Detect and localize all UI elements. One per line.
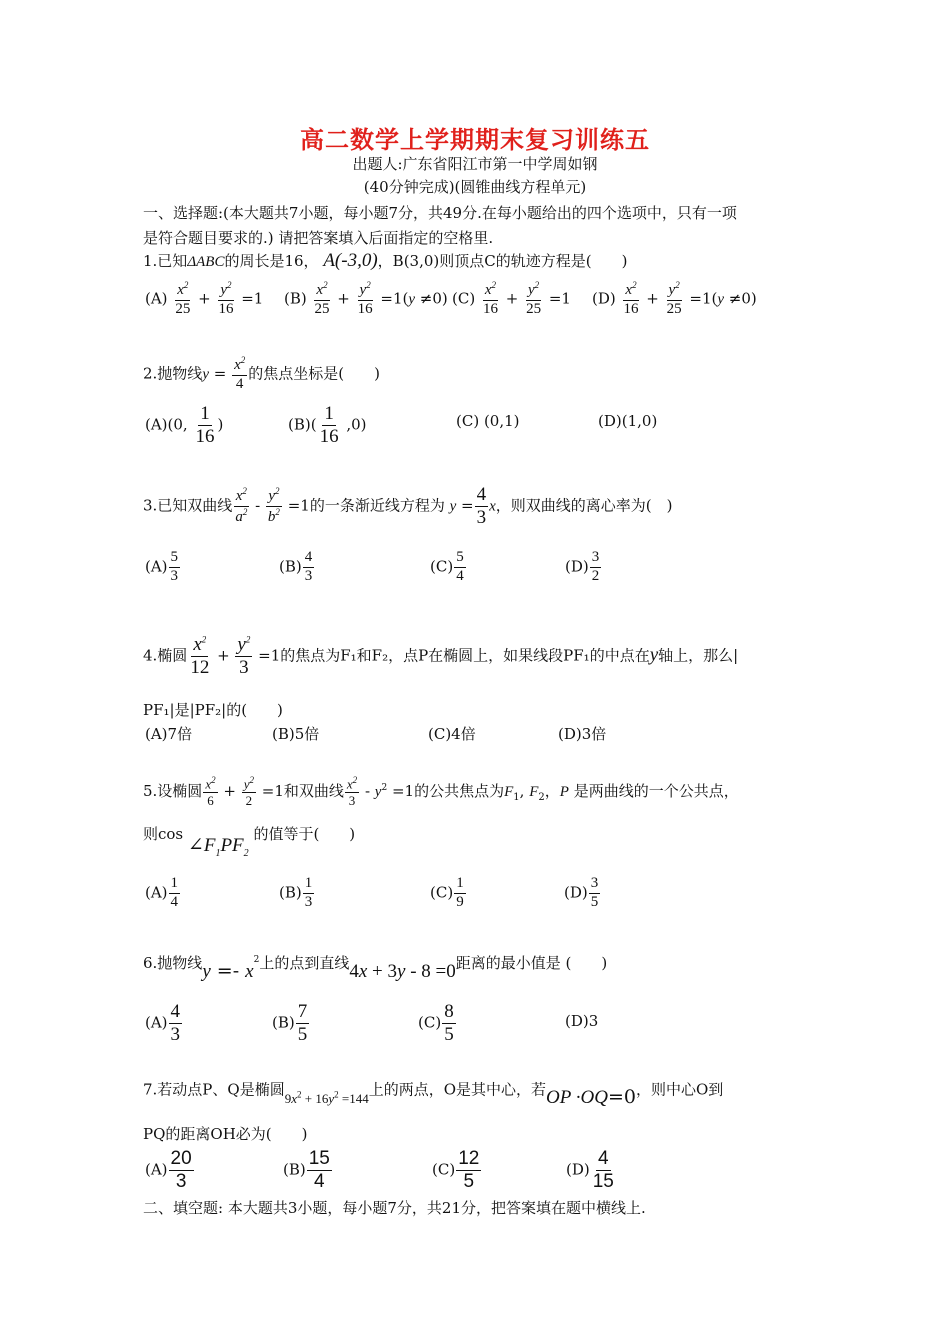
q2-option-c: (C) (0,1) [456,412,520,430]
q4-option-a: (A)7倍 [145,725,193,743]
q2-option-d: (D)(1,0) [598,412,658,430]
q7-option-c: (C) $\frac{12}{5}$ [432,1148,480,1192]
question-6: 6.抛物线$y =- x^2$上的点到直线4x + 3y - 8 =0距离的最小值是 ( ) [143,954,608,982]
question-5: 5.设椭圆 $\frac{x^2}{6}$ + $\frac{y^2}{2}$ =1和双曲线 $\frac{x^2}{3}$ - $y^2 =1$的公共焦点为$F_1$, $F_2$，P 是两曲线的一个公共点， [143,775,739,808]
q1-pre: 1.已知 [143,252,188,270]
author-line: 出题人:广东省阳江市第一中学周如钢 [352,155,598,173]
q1-option-b: (B) $\frac{x^2}{25}$ + $\frac{y^2}{16}$ =1(y ≠0) [284,280,448,317]
q7-option-d: (D) $\frac{4}{15}$ [566,1148,614,1192]
q1-mid: 的周长是16， [224,252,319,270]
q3-option-d: (D) $\frac{3}{2}$ [565,549,600,584]
subtitle-line: (40分钟完成)(圆锥曲线方程单元) [363,178,587,196]
question-7: 7.若动点P、Q是椭圆$9x^2 + 16y^2 =144$上的两点，O是其中心，若OP ·OQ=0，则中心O到 [143,1080,724,1109]
q5-option-d: (D) $\frac{3}{5}$ [564,875,599,910]
q1-post: ，B(3,0)则顶点C的轨迹方程是( ) [377,252,628,270]
q6-option-b: (B) $\frac{7}{5}$ [272,1001,308,1045]
q6-option-c: (C) $\frac{8}{5}$ [418,1001,454,1045]
q2-option-b: (B)( $\frac{1}{16}$ ,0) [288,403,367,447]
q4-line-2: PF₁|是|PF₂|的( ) [143,701,283,719]
question-2: 2.抛物线y = $\frac{x^2}{4}$ 的焦点坐标是( ) [143,355,380,392]
page-title: 高二数学上学期期末复习训练五 [300,126,650,154]
question-1 [143,251,627,272]
q7-option-a: (A) $\frac{20}{3}$ [145,1148,192,1192]
q5-line-2: 则$\cos \angle F_1PF_2$ 的值等于( ) [143,825,356,859]
q4-option-b: (B)5倍 [272,725,320,743]
q3-option-a: (A) $\frac{5}{3}$ [145,549,179,584]
q2-option-a: (A)(0, $\frac{1}{16}$ ) [145,403,224,447]
q7-option-b: (B) $\frac{15}{4}$ [283,1148,330,1192]
q3-option-b: (B) $\frac{4}{3}$ [279,549,313,584]
q1-option-c: (C) $\frac{x^2}{16}$ + $\frac{y^2}{25}$ =1 [452,280,571,317]
q4-option-d: (D)3倍 [558,725,607,743]
q5-option-c: (C) $\frac{1}{9}$ [430,875,464,910]
q6-option-d: (D)3 [565,1012,599,1030]
question-3: 3.已知双曲线 $\frac{x^2}{a^2}$ - $\frac{y^2}{b^2}$ =1的一条渐近线方程为 y = $\frac{4}{3}$ x，则双曲线的离心率为( ) [143,484,673,528]
section2-intro: 二、填空题: 本大题共3小题，每小题7分，共21分，把答案填在题中横线上. [143,1199,646,1217]
section1-intro-1: 一、选择题:(本大题共7小题，每小题7分，共49分.在每小题给出的四个选项中，只有一项 [143,204,737,222]
q7-line-2: PQ的距离OH必为( ) [143,1125,308,1143]
section1-intro-2: 是符合题目要求的.) 请把答案填入后面指定的空格里. [143,229,494,247]
q5-option-a: (A) $\frac{1}{4}$ [145,875,179,910]
question-4: 4.椭圆 $\frac{x^2}{12}$ + $\frac{y^2}{3}$ =1的焦点为F₁和F₂，点P在椭圆上，如果线段PF₁的中点在y轴上，那么| [143,634,739,678]
q3-option-c: (C) $\frac{5}{4}$ [430,549,464,584]
q1-option-d: (D) $\frac{x^2}{16}$ + $\frac{y^2}{25}$ =1(y ≠0) [592,280,757,317]
q1-point-a: A(-3,0) [323,250,378,271]
q1-option-a: (A) $\frac{x^2}{25}$ + $\frac{y^2}{16}$ =1 [145,280,264,317]
q5-option-b: (B) $\frac{1}{3}$ [279,875,313,910]
q6-option-a: (A) $\frac{4}{3}$ [145,1001,181,1045]
q4-option-c: (C)4倍 [428,725,476,743]
q1-triangle: ΔABC [187,254,225,270]
